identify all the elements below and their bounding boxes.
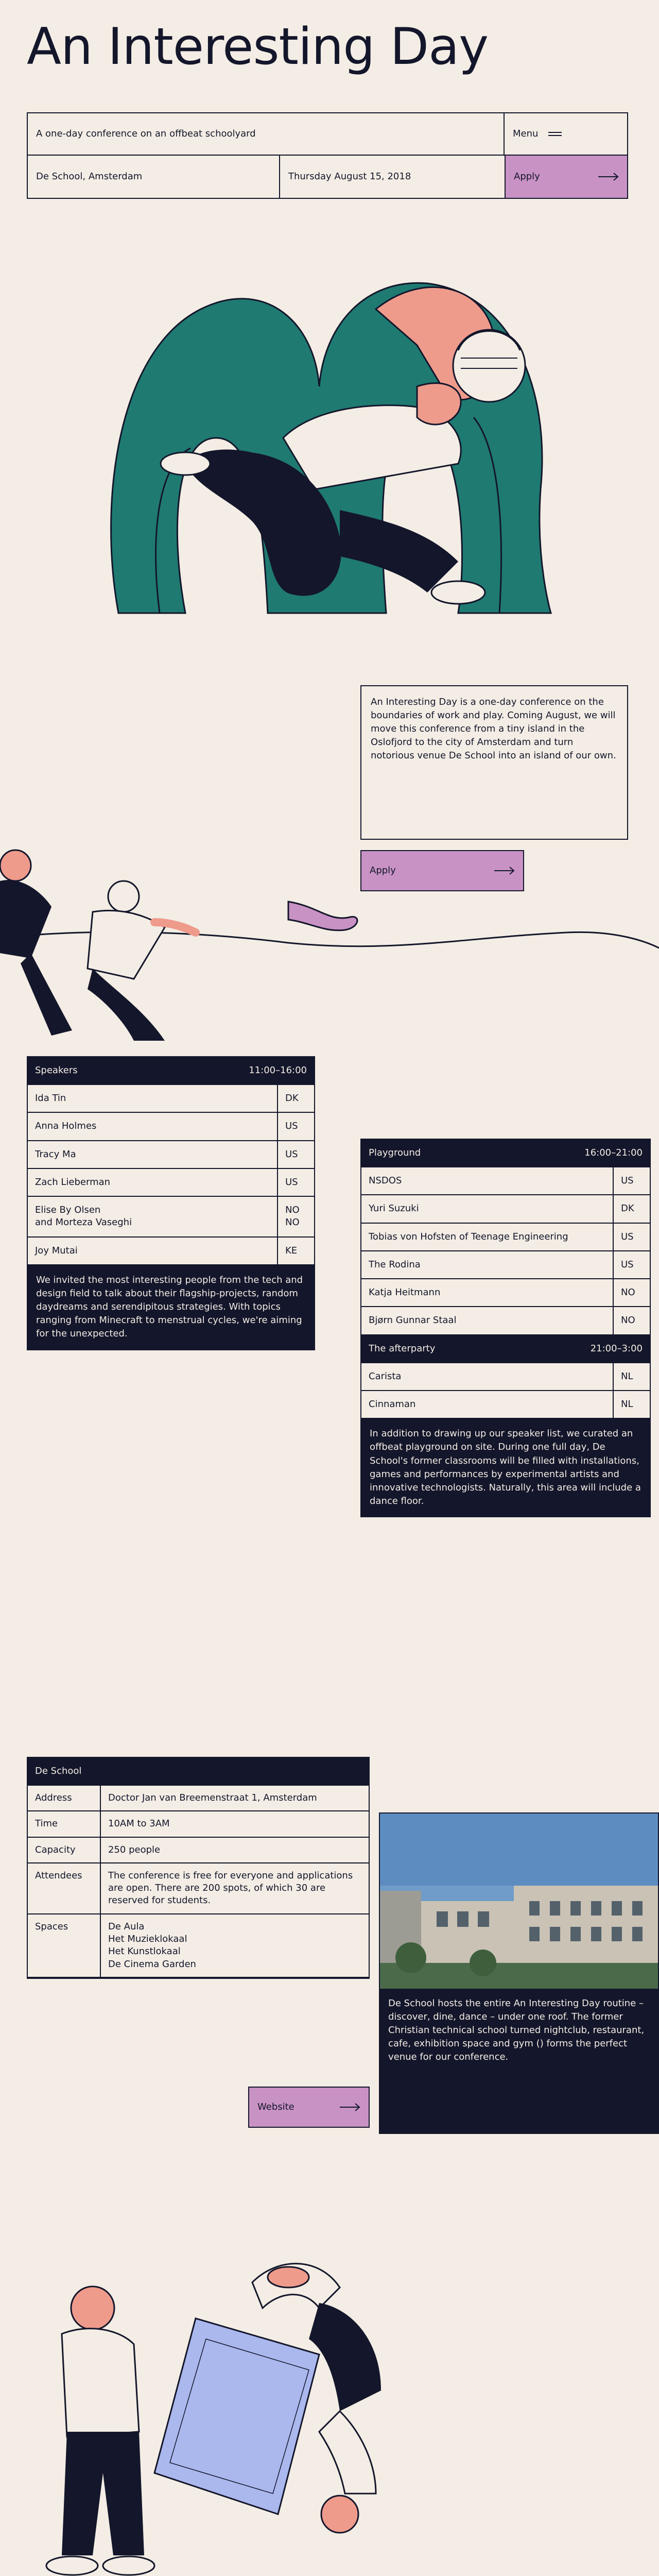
arrow-right-icon bbox=[598, 173, 619, 181]
afterparty-artist-name: Carista bbox=[369, 1370, 402, 1382]
venue-row bbox=[28, 1838, 369, 1863]
playground-artist-row bbox=[361, 1224, 650, 1251]
speakers-label: Speakers bbox=[35, 1064, 78, 1076]
playground-artist-row bbox=[361, 1251, 650, 1279]
playground-artist-row bbox=[361, 1307, 650, 1335]
venue-row-key: Address bbox=[35, 1792, 72, 1803]
venue-row bbox=[28, 1863, 369, 1914]
speaker-country: US bbox=[277, 1113, 314, 1140]
header-apply-button[interactable] bbox=[505, 156, 627, 198]
afterparty-artist-country: NL bbox=[613, 1363, 650, 1390]
menu-label: Menu bbox=[513, 128, 539, 139]
speakers-time: 11:00–16:00 bbox=[249, 1064, 307, 1076]
playground-artist-name: Katja Heitmann bbox=[369, 1287, 441, 1298]
venue-row-value: De Aula Het Muzieklokaal Het Kunstlokaal De Cinema Garden bbox=[100, 1914, 369, 1977]
playground-artist-country: US bbox=[613, 1251, 650, 1278]
afterparty-artist-country: NL bbox=[613, 1391, 650, 1418]
tagline: A one-day conference on an offbeat schoolyard bbox=[36, 128, 256, 139]
speakers-description: We invited the most interesting people from the tech and design field to talk about their flagship-projects, random daydreams and serendipitous strategies. With topics ranging from Minecraft to menstrual cycles, we're aiming for the unexpected. bbox=[28, 1265, 314, 1349]
playground-artist-name: NSDOS bbox=[369, 1175, 402, 1186]
playground-artist-name: The Rodina bbox=[369, 1259, 421, 1270]
playground-artist-country: US bbox=[613, 1224, 650, 1250]
venue-city: De School, Amsterdam bbox=[36, 171, 143, 182]
page-title: An Interesting Day bbox=[27, 18, 489, 76]
playground-label: Playground bbox=[369, 1147, 421, 1158]
afterparty-artist-row bbox=[361, 1391, 650, 1419]
menu-button[interactable] bbox=[504, 113, 627, 155]
venue-row-value: Doctor Jan van Breemenstraat 1, Amsterdam bbox=[100, 1786, 369, 1810]
speaker-country: NO NO bbox=[277, 1197, 314, 1236]
playground-artist-row bbox=[361, 1195, 650, 1223]
speaker-row bbox=[28, 1141, 314, 1169]
afterparty-artist-row bbox=[361, 1363, 650, 1391]
hero-illustration bbox=[98, 222, 561, 644]
venue-row-key: Attendees bbox=[35, 1870, 82, 1881]
speaker-name: Anna Holmes bbox=[35, 1121, 97, 1132]
playground-artist-name: Yuri Suzuki bbox=[369, 1203, 419, 1214]
afterparty-artist-name: Cinnaman bbox=[369, 1399, 416, 1410]
speaker-country: KE bbox=[277, 1238, 314, 1264]
venue-row-key: Capacity bbox=[35, 1844, 76, 1855]
apply-label: Apply bbox=[370, 865, 396, 876]
speaker-row bbox=[28, 1085, 314, 1113]
playground-artist-name: Bjørn Gunnar Staal bbox=[369, 1315, 457, 1326]
playground-artist-country: NO bbox=[613, 1279, 650, 1306]
tug-of-war-illustration bbox=[0, 824, 659, 1041]
speaker-name: Zach Lieberman bbox=[35, 1176, 111, 1188]
playground-artist-row bbox=[361, 1279, 650, 1307]
venue-row bbox=[28, 1914, 369, 1978]
playground-artist-country: US bbox=[613, 1167, 650, 1194]
intro-card bbox=[360, 685, 628, 840]
venue-label: De School bbox=[35, 1765, 82, 1776]
speaker-country: DK bbox=[277, 1085, 314, 1112]
speaker-country: US bbox=[277, 1169, 314, 1196]
speaker-name: Tracy Ma bbox=[35, 1148, 76, 1160]
header-info-box bbox=[27, 112, 628, 199]
playground-artist-country: DK bbox=[613, 1195, 650, 1222]
venue-row-value: 250 people bbox=[100, 1838, 369, 1862]
venue-card bbox=[379, 1812, 659, 2134]
speaker-row bbox=[28, 1169, 314, 1197]
venue-row-key: Time bbox=[35, 1818, 58, 1829]
event-date: Thursday August 15, 2018 bbox=[279, 156, 505, 198]
venue-table bbox=[27, 1757, 370, 1979]
venue-row-key: Spaces bbox=[35, 1921, 68, 1932]
apply-label: Apply bbox=[514, 171, 540, 182]
speaker-row bbox=[28, 1197, 314, 1238]
playground-artist-row bbox=[361, 1167, 650, 1195]
speaker-row bbox=[28, 1113, 314, 1141]
hamburger-icon bbox=[548, 132, 562, 136]
speaker-name: Joy Mutai bbox=[35, 1245, 78, 1256]
venue-row-value: 10AM to 3AM bbox=[100, 1811, 369, 1836]
speaker-name: Ida Tin bbox=[35, 1093, 66, 1104]
venue-photo bbox=[380, 1814, 658, 1989]
venue-row bbox=[28, 1811, 369, 1837]
box-carry-illustration bbox=[21, 2226, 422, 2576]
speaker-country: US bbox=[277, 1141, 314, 1168]
playground-artist-country: NO bbox=[613, 1307, 650, 1334]
website-label: Website bbox=[257, 2101, 294, 2112]
arrow-right-icon bbox=[340, 2103, 360, 2111]
venue-row bbox=[28, 1786, 369, 1811]
intro-text: An Interesting Day is a one-day conference on the boundaries of work and play. Coming August, we will move this conference from a tiny island in the Oslofjord to the city of Amsterdam and turn notorious venue De School into an island of our own. bbox=[371, 697, 616, 761]
afterparty-label: The afterparty bbox=[369, 1343, 436, 1354]
playground-time: 16:00–21:00 bbox=[584, 1147, 643, 1158]
speaker-row bbox=[28, 1238, 314, 1265]
afterparty-time: 21:00–3:00 bbox=[590, 1343, 643, 1354]
speakers-table bbox=[27, 1056, 315, 1350]
playground-artist-name: Tobias von Hofsten of Teenage Engineering bbox=[369, 1231, 568, 1242]
afterparty-description: In addition to drawing up our speaker list, we curated an offbeat playground on site. During one full day, De School's former classrooms will be filled with installations, games and performances by experimental artists and innovative technologists. Naturally, this area will include a dance floor. bbox=[361, 1419, 650, 1516]
speaker-name: Elise By Olsen and Morteza Vaseghi bbox=[35, 1205, 132, 1228]
venue-description: De School hosts the entire An Interesting Day routine – discover, dine, dance – under one roof. The former Christian technical school turned nightclub, restaurant, cafe, exhibition space and gym () forms the perfect venue for our conference. bbox=[388, 1998, 645, 2063]
website-button[interactable] bbox=[248, 2087, 370, 2128]
venue-row-value: The conference is free for everyone and applications are open. There are 200 spots, of which 30 are reserved for students. bbox=[100, 1863, 369, 1913]
playground-table bbox=[360, 1139, 651, 1517]
